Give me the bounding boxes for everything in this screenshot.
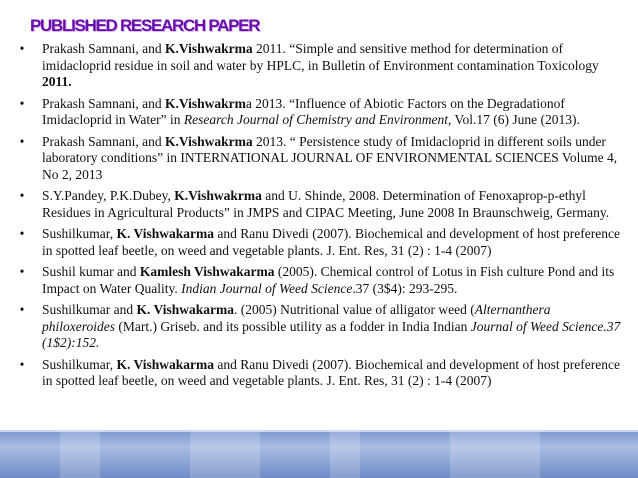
slide-title: PUBLISHED RESEARCH PAPER	[30, 16, 260, 35]
bullet-icon: •	[19, 133, 25, 149]
ref-text: Prakash Samnani, and	[42, 133, 165, 149]
footer-stripe	[330, 430, 360, 478]
ref-author-bold: Kamlesh Vishwakarma	[139, 264, 275, 279]
footer-stripe	[190, 430, 260, 478]
ref-author-bold: K. Vishwakarma	[116, 356, 214, 372]
ref-text: 2013. “ Persistence study of Imidacloprid in different soils under laboratory conditions” in INTERNATIONAL JOURNAL OF ENVIRONMENTAL SCIENCES Volume 4, No 2, 2013	[42, 133, 618, 182]
ref-text: Prakash Samnani, and	[42, 95, 165, 111]
ref-text: and Ranu Divedi (2007). Biochemical and development of host preference in spotted leaf beetle, on weed and vegetable plants. J. Ent. Res, 31 (2) : 1-4 (2007)	[42, 226, 620, 258]
ref-text: (Mart.) Griseb. and its possible utility as a fodder in India Indian	[114, 318, 471, 334]
footer-stripe	[60, 430, 100, 478]
bullet-icon: •	[19, 264, 25, 279]
ref-text: (2005). Chemical control of Lotus in Fish culture Pond and its Impact on Water Quality.	[42, 264, 615, 296]
ref-author-bold: K.Vishwakrm	[164, 95, 246, 111]
ref-text: . (2005) Nutritional value of alligator weed (	[234, 302, 475, 317]
reference-item	[16, 357, 622, 390]
ref-journal-italic: Research Journal of Chemistry and Environment	[183, 112, 448, 127]
reference-item	[16, 96, 622, 129]
ref-text: and Ranu Divedi (2007). Biochemical and development of host preference in spotted leaf beetle, on weed and vegetable plants. J. Ent. Res, 31 (2) : 1-4 (2007)	[42, 356, 620, 388]
ref-species-italic: Alternanthera philoxeroides	[42, 302, 551, 334]
reference-list	[16, 41, 622, 395]
ref-author-bold: K.Vishwakrma	[164, 41, 253, 56]
bullet-icon: •	[19, 302, 25, 317]
bullet-icon: •	[19, 356, 25, 372]
ref-author-bold: K. Vishwakarma	[136, 302, 235, 317]
ref-year-bold: 2011.	[42, 74, 72, 89]
ref-text: .37 (3$4): 293-295.	[352, 280, 458, 296]
ref-author-bold: K. Vishwakarma	[116, 226, 214, 241]
ref-text: Sushilkumar,	[42, 226, 117, 241]
reference-item	[16, 302, 622, 352]
reference-item	[16, 41, 622, 91]
ref-author-bold: K.Vishwakrma	[164, 133, 253, 149]
ref-text: a 2013. “Influence of Abiotic Factors on the Degradationof Imidacloprid in Water” in	[42, 95, 565, 127]
ref-journal-italic: Indian Journal of Weed Science	[181, 280, 353, 296]
ref-text: , Vol.17 (6) June (2013).	[447, 112, 580, 127]
reference-item	[16, 188, 622, 221]
bullet-icon: •	[19, 188, 25, 203]
footer-stripe	[450, 430, 540, 478]
ref-journal-italic: Journal of Weed Science.37 (1$2):152.	[42, 318, 621, 350]
ref-text: Sushilkumar and	[42, 302, 137, 317]
ref-text: Sushil kumar and	[42, 264, 140, 279]
reference-item	[16, 226, 622, 259]
footer-decoration	[0, 430, 638, 478]
ref-author-bold: K.Vishwakrma	[174, 188, 262, 203]
reference-item	[16, 264, 622, 297]
bullet-icon: •	[19, 226, 25, 241]
bullet-icon: •	[19, 41, 25, 56]
ref-text: Sushilkumar,	[42, 356, 117, 372]
ref-text: and U. Shinde, 2008. Determination of Fenoxaprop-p-ethyl Residues in Agricultural Products” in JMPS and CIPAC Meeting, June 2008 In Braunschweig, Germany.	[42, 188, 610, 220]
ref-text: Prakash Samnani, and	[42, 41, 165, 56]
ref-text: S.Y.Pandey, P.K.Dubey,	[42, 188, 175, 203]
bullet-icon: •	[19, 95, 25, 111]
reference-item	[16, 134, 622, 184]
ref-text: 2011. “Simple and sensitive method for determination of imidacloprid residue in soil and water by HPLC, in Bulletin of Environment contamination Toxicology	[42, 41, 599, 73]
